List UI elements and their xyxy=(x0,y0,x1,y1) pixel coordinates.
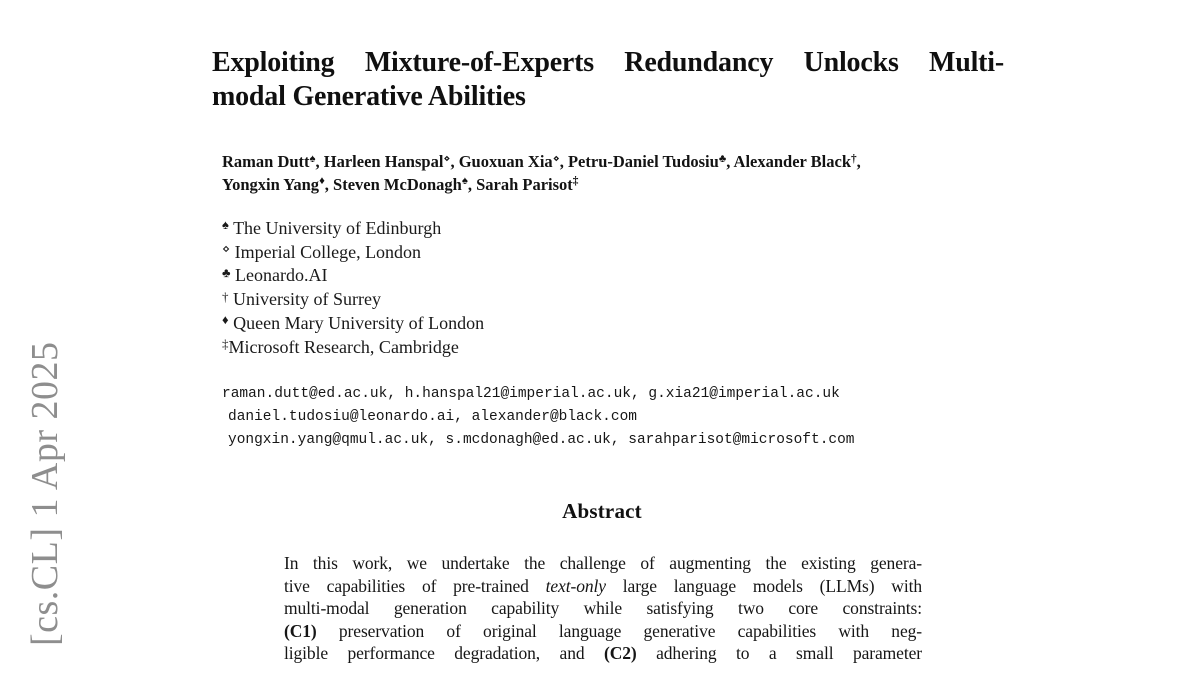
author-line: Yongxin Yang♦, Steven McDonagh♠, Sarah Parisot‡ xyxy=(222,174,579,194)
paper-title xyxy=(212,46,1004,114)
affiliation xyxy=(222,312,842,336)
affiliation-name: Leonardo.AI xyxy=(230,265,328,286)
email-list xyxy=(222,383,922,452)
abstract-text-segment: (C1) xyxy=(284,620,317,641)
affiliation-mark-icon: ‡ xyxy=(222,335,229,351)
author-name: Guoxuan Xia xyxy=(458,152,553,171)
abstract-line xyxy=(284,575,922,598)
email-line-2: daniel.tudosiu@leonardo.ai, alexander@black.com xyxy=(228,409,637,425)
abstract-text-segment: ligible performance degradation, and xyxy=(284,643,604,664)
author-name: Petru-Daniel Tudosiu xyxy=(567,152,719,171)
author-name: Alexander Black xyxy=(733,152,852,171)
affiliation-mark-icon: † xyxy=(222,288,229,304)
author-affiliation-mark-icon: † xyxy=(851,152,857,165)
email-line-3: yongxin.yang@qmul.ac.uk, s.mcdonagh@ed.ac.uk, sarahparisot@microsoft.com xyxy=(228,432,855,448)
abstract-text xyxy=(284,552,922,665)
author-affiliation-mark-icon: ♠ xyxy=(309,152,316,165)
abstract-line xyxy=(284,620,922,643)
affiliation-name: The University of Edinburgh xyxy=(228,218,442,238)
affiliation-mark-icon: ♣ xyxy=(222,264,231,280)
abstract-text-segment: In this work, we undertake the challenge of augmenting the existing genera- xyxy=(284,553,922,573)
arxiv-watermark-text: [cs.CL] 1 Apr 2025 xyxy=(24,341,66,646)
affiliation xyxy=(222,336,842,360)
author-affiliation-mark-icon: ♠ xyxy=(461,175,468,188)
abstract-line xyxy=(284,552,922,575)
author-affiliation-mark-icon: ♦ xyxy=(319,175,325,188)
email-line-1: raman.dutt@ed.ac.uk, h.hanspal21@imperial.ac.uk, g.xia21@imperial.ac.uk xyxy=(222,386,840,402)
affiliation-mark-icon: ♦ xyxy=(222,312,229,328)
abstract-text-segment: tive capabilities of pre-trained xyxy=(284,575,546,596)
paper-title-line-2: modal Generative Abilities xyxy=(212,81,526,112)
abstract-line xyxy=(284,597,922,620)
abstract-text-segment: text-only xyxy=(545,575,606,596)
author-name: Harleen Hanspal xyxy=(323,152,444,171)
abstract-text-segment: preservation of original language generative capabilities with neg- xyxy=(316,620,922,641)
affiliation-mark-icon: ⋄ xyxy=(222,241,231,257)
affiliation-name: Microsoft Research, Cambridge xyxy=(228,336,459,357)
author-affiliation-mark-icon: ‡ xyxy=(572,175,579,188)
abstract-text-segment: large language models (LLMs) with xyxy=(605,575,923,596)
affiliation-name: University of Surrey xyxy=(228,289,381,310)
affiliation-name: Queen Mary University of London xyxy=(228,312,485,333)
abstract-text-segment: adhering to a small parameter xyxy=(636,643,922,664)
author-line: Raman Dutt♠, Harleen Hanspal⋄, Guoxuan Xia⋄, Petru-Daniel Tudosiu♣, Alexander Black†, xyxy=(222,152,861,171)
author-affiliation-mark-icon: ♣ xyxy=(718,152,727,165)
affiliation xyxy=(222,288,842,312)
author-name: Yongxin Yang xyxy=(222,174,320,194)
affiliation xyxy=(222,241,842,265)
author-list xyxy=(222,151,992,196)
abstract-text-segment: multi-modal generation capability while satisfying two core constraints: xyxy=(284,598,922,619)
affiliation-mark-icon: ♠ xyxy=(222,217,229,233)
affiliation xyxy=(222,264,842,288)
affiliation-list xyxy=(222,217,842,359)
paper-title-line-1: Exploiting Mixture-of-Experts Redundancy Unlocks Multi- xyxy=(212,47,1004,78)
author-affiliation-mark-icon: ⋄ xyxy=(552,152,560,165)
abstract-line xyxy=(284,642,922,665)
author-name: Sarah Parisot xyxy=(476,174,573,194)
abstract-heading: Abstract xyxy=(562,499,642,523)
author-affiliation-mark-icon: ⋄ xyxy=(443,152,451,165)
abstract-text-segment: (C2) xyxy=(603,643,637,664)
author-name: Raman Dutt xyxy=(222,152,310,171)
affiliation xyxy=(222,217,842,241)
author-name: Steven McDonagh xyxy=(333,174,462,194)
affiliation-name: Imperial College, London xyxy=(230,241,422,262)
